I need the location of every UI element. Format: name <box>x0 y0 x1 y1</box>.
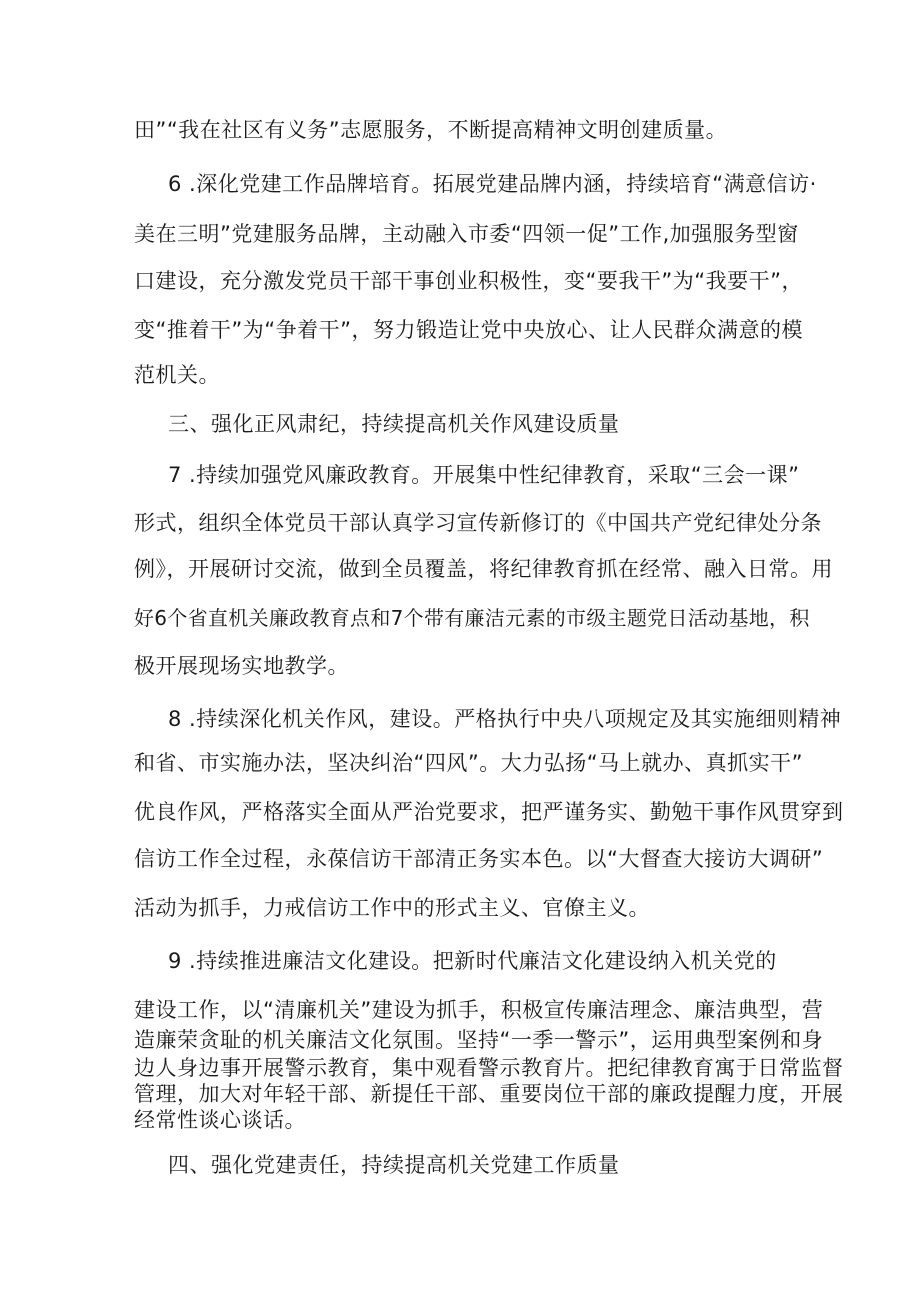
text-line: 范机关。 <box>134 363 220 387</box>
section-heading-3: 三、强化正风肃纪，持续提高机关作风建设质量 <box>168 412 620 436</box>
item-8-heading-line: 8 .持续深化机关作风，建设。严格执行中央八项规定及其实施细则精神 <box>168 707 842 731</box>
text-line: 形式，组织全体党员干部认真学习宣传新修订的《中国共产党纪律处分条 <box>134 511 822 535</box>
text-line: 经常性谈心谈话。 <box>134 1108 306 1132</box>
text-line: 管理，加大对年轻干部、新提任干部、重要岗位干部的廉政提醒力度，开展 <box>134 1082 844 1106</box>
item-7-heading-line: 7 .持续加强党风廉政教育。开展集中性纪律教育，采取“三会一课” <box>168 463 800 487</box>
item-6-heading-line: 6 .深化党建工作品牌培育。拓展党建品牌内涵，持续培育“满意信访· <box>168 172 817 196</box>
text-line: 美在三明”党建服务品牌，主动融入市委“四领一促”工作,加强服务型窗 <box>134 222 799 246</box>
text-line: 和省、市实施办法，坚决纠治“四风”。大力弘扬“马上就办、真抓实干” <box>134 751 804 775</box>
text-line: 田”“我在社区有义务”志愿服务，不断提高精神文明创建质量。 <box>134 118 728 142</box>
text-line: 造廉荣贪耻的机关廉洁文化氛围。坚持“一季一警示”，运用典型案例和身 <box>134 1028 824 1052</box>
text-line: 好6个省直机关廉政教育点和7个带有廉洁元素的市级主题党日活动基地，积 <box>134 606 810 630</box>
text-line: 口建设，充分激发党员干部干事创业积极性，变“要我干”为“我要干”， <box>134 269 804 293</box>
text-line: 变“推着干”为“争着干”，努力锻造让党中央放心、让人民群众满意的模 <box>134 318 804 342</box>
text-line: 建设工作，以“清廉机关”建设为抓手，积极宣传廉洁理念、廉洁典型，营 <box>134 998 824 1022</box>
text-line: 例》，开展研讨交流，做到全员覆盖，将纪律教育抓在经常、融入日常。用 <box>134 557 833 581</box>
text-line: 活动为抓手，力戒信访工作中的形式主义、官僚主义。 <box>134 896 650 920</box>
item-9-heading-line: 9 .持续推进廉洁文化建设。把新时代廉洁文化建设纳入机关党的 <box>168 949 777 973</box>
text-line: 极开展现场实地教学。 <box>134 654 349 678</box>
text-line: 边人身边事开展警示教育，集中观看警示教育片。把纪律教育寓于日常监督 <box>134 1056 844 1080</box>
text-line: 优良作风，严格落实全面从严治党要求，把严谨务实、勤勉干事作风贯穿到 <box>134 800 844 824</box>
text-line: 信访工作全过程，永葆信访干部清正务实本色。以“大督查大接访大调研” <box>134 847 824 871</box>
section-heading-4: 四、强化党建责任，持续提高机关党建工作质量 <box>168 1153 620 1177</box>
